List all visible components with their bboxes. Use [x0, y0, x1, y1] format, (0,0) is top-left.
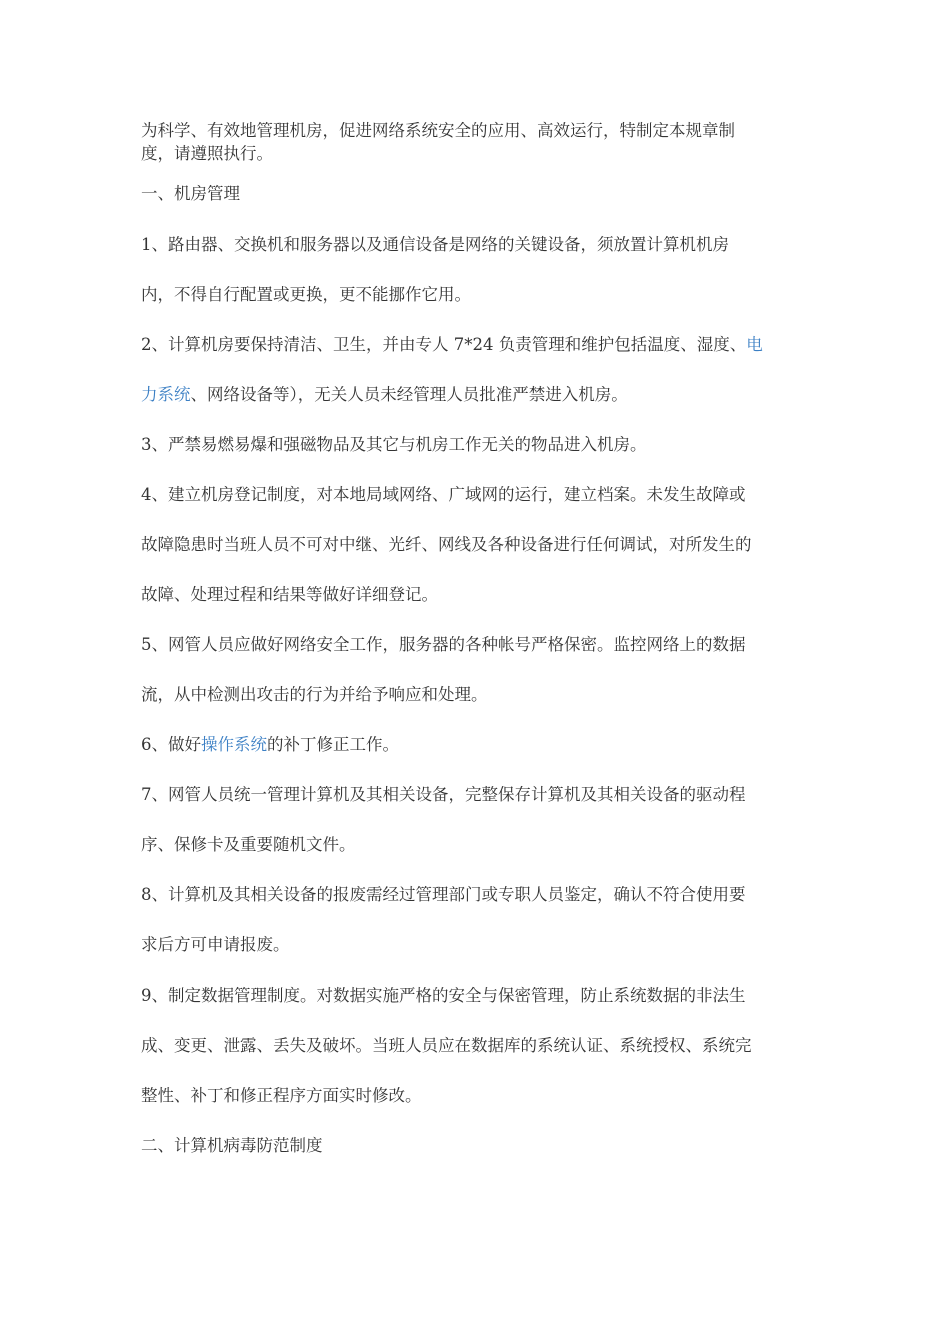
item-7-line-1: 7、网管人员统一管理计算机及其相关设备，完整保存计算机及其相关设备的驱动程	[141, 785, 746, 804]
item-4-line-1: 4、建立机房登记制度，对本地局域网络、广域网的运行，建立档案。未发生故障或	[141, 485, 746, 504]
item-9-line-1: 9、制定数据管理制度。对数据实施严格的安全与保密管理，防止系统数据的非法生	[141, 986, 746, 1005]
item-2-line-1	[141, 334, 821, 356]
item-1-line-1: 1、路由器、交换机和服务器以及通信设备是网络的关键设备，须放置计算机机房	[141, 235, 729, 254]
item-4-line-3: 故障、处理过程和结果等做好详细登记。	[141, 585, 438, 604]
item-4-line-2: 故障隐患时当班人员不可对中继、光纤、网线及各种设备进行任何调试，对所发生的	[141, 535, 752, 554]
item-5-line-1: 5、网管人员应做好网络安全工作，服务器的各种帐号严格保密。监控网络上的数据	[141, 635, 746, 654]
power-system-link-end[interactable]: 力系统	[141, 385, 191, 404]
item-2-text: 2、计算机房要保持清洁、卫生，并由专人 7*24 负责管理和维护包括温度、湿度、	[141, 335, 747, 354]
item-6	[141, 734, 821, 756]
item-6-prefix: 6、做好	[141, 735, 201, 754]
intro-line-2: 度，请遵照执行。	[141, 144, 273, 163]
power-system-link-start[interactable]: 电	[746, 335, 763, 354]
intro-line-1: 为科学、有效地管理机房，促进网络系统安全的应用、高效运行，特制定本规章制	[141, 121, 735, 140]
item-8-line-2: 求后方可申请报废。	[141, 935, 290, 954]
item-5-line-2: 流，从中检测出攻击的行为并给予响应和处理。	[141, 685, 488, 704]
item-7-line-2: 序、保修卡及重要随机文件。	[141, 835, 356, 854]
section-heading-room-management: 一、机房管理	[141, 184, 240, 203]
item-2-text-continued: 、网络设备等），无关人员未经管理人员批准严禁进入机房。	[190, 385, 628, 404]
operating-system-link[interactable]: 操作系统	[201, 735, 267, 754]
item-9-line-2: 成、变更、泄露、丢失及破坏。当班人员应在数据库的系统认证、系统授权、系统完	[141, 1036, 752, 1055]
item-3: 3、严禁易燃易爆和强磁物品及其它与机房工作无关的物品进入机房。	[141, 435, 647, 454]
section-heading-virus-prevention: 二、计算机病毒防范制度	[141, 1136, 323, 1155]
item-9-line-3: 整性、补丁和修正程序方面实时修改。	[141, 1086, 422, 1105]
item-1-line-2: 内，不得自行配置或更换，更不能挪作它用。	[141, 285, 471, 304]
item-8-line-1: 8、计算机及其相关设备的报废需经过管理部门或专职人员鉴定，确认不符合使用要	[141, 885, 746, 904]
item-6-suffix: 的补丁修正工作。	[267, 735, 399, 754]
item-2-line-2	[141, 384, 821, 406]
